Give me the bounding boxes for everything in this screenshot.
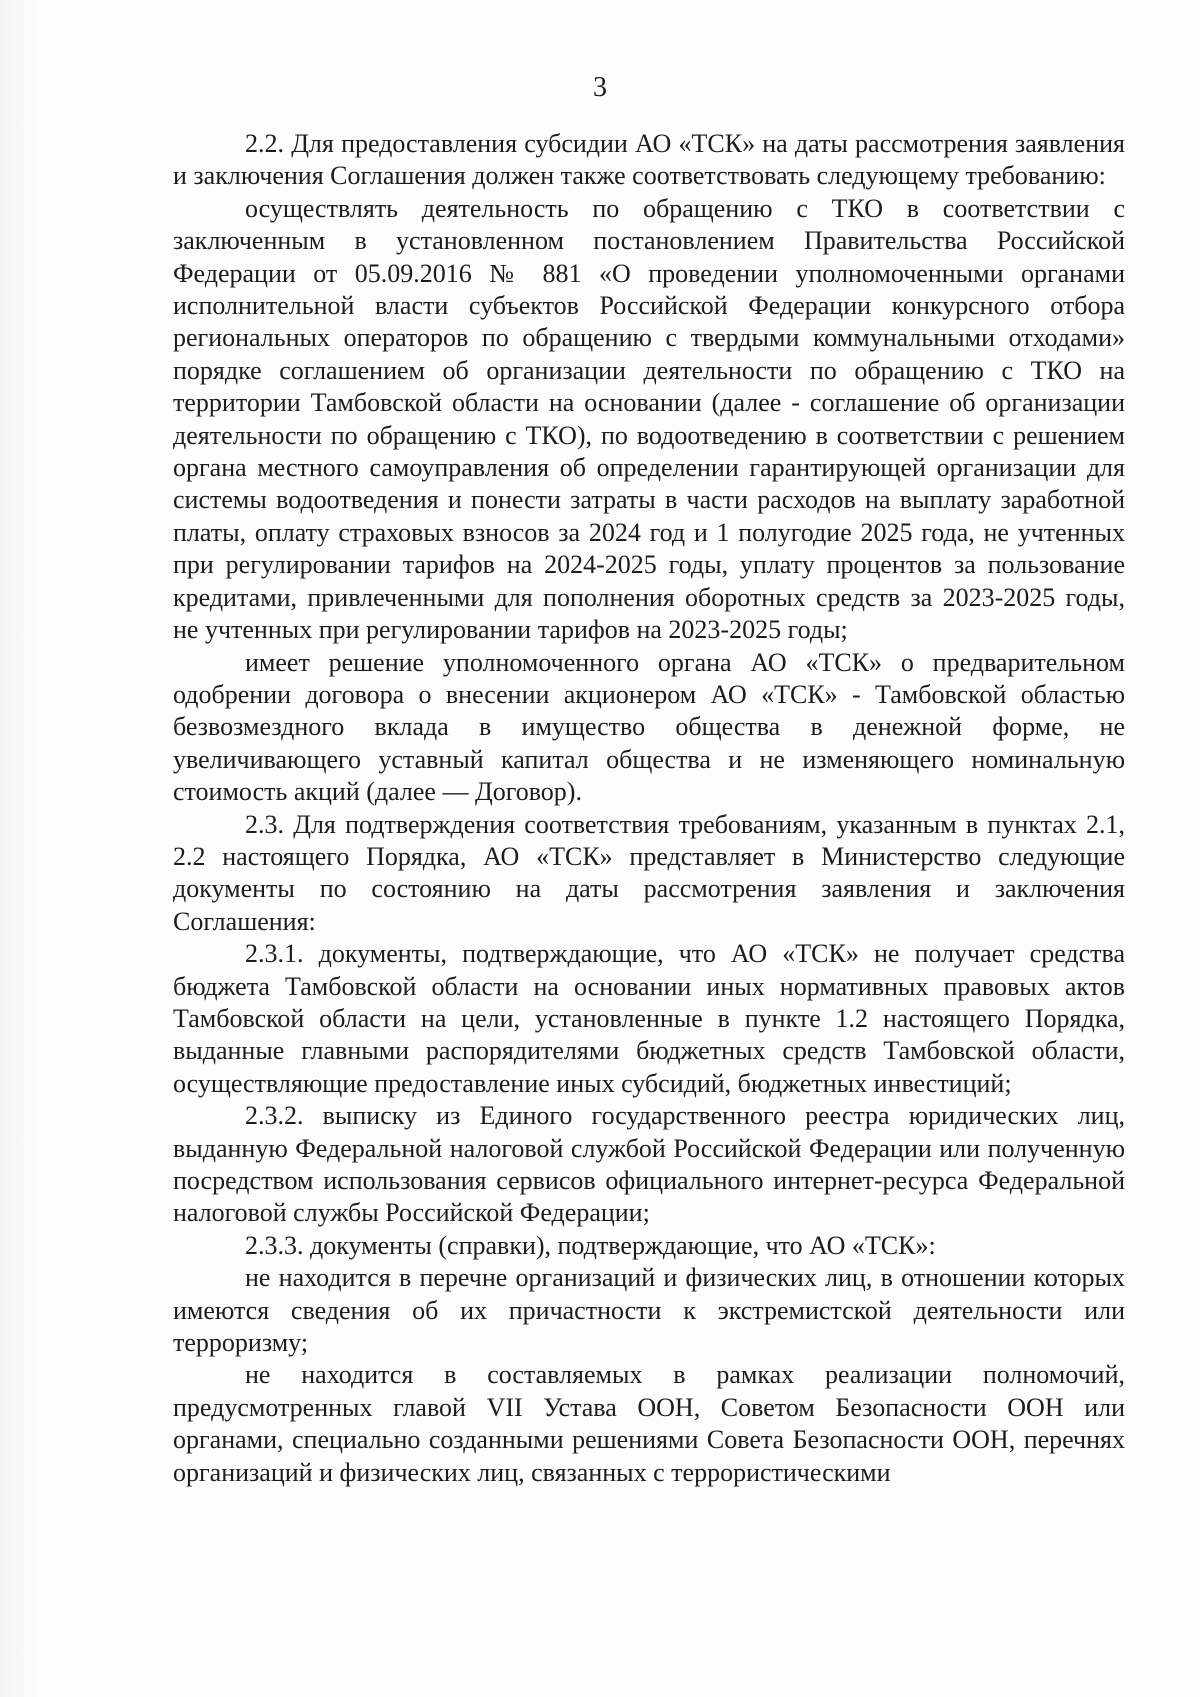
paragraph-extremism-list: не находится в перечне организаций и физических лиц, в отношении которых имеются сведения об их причастности к экстремистской деятельности или терроризму;: [173, 1263, 1125, 1358]
paragraph-2-2: 2.2. Для предоставления субсидии АО «ТСК» на даты рассмотрения заявления и заключения Соглашения должен также соответствовать следующему требованию:: [173, 129, 1125, 191]
paragraph-2-3-2: 2.3.2. выписку из Единого государственного реестра юридических лиц, выданную Федеральной налоговой службой Российской Федерации или полученную посредством использования сервисов официального интернет-ресурса Федеральной налоговой службы Российской Федерации;: [173, 1101, 1125, 1228]
paragraph-2-3-3: 2.3.3. документы (справки), подтверждающие, что АО «ТСК»:: [245, 1230, 936, 1260]
scan-shadow: [0, 0, 40, 1697]
paragraph-2-3: 2.3. Для подтверждения соответствия требованиям, указанным в пунктах 2.1, 2.2 настоящего Порядка, АО «ТСК» представляет в Министерство следующие документы по состоянию на даты рассмотрения заявления и заключения Соглашения:: [173, 809, 1125, 936]
page-number: 3: [593, 72, 607, 103]
paragraph-tko-activity: осуществлять деятельность по обращению с ТКО в соответствии с заключенным в установленном постановлением Правительства Российской Федерации от 05.09.2016 № 881 «О проведении уполномоченными органами исполнительной власти субъектов Российской Федерации конкурсного отбора региональных операторов по обращению с твердыми коммунальными отходами» порядке соглашением об организации деятельности по обращению с ТКО на территории Тамбовской области на основании (далее - соглашение об организации деятельности по обращению с ТКО), по водоотведению в соответствии с решением органа местного самоуправления об определении гарантирующей организации для системы водоотведения и понести затраты в части расходов на выплату заработной платы, оплату страховых взносов за 2024 год и 1 полугодие 2025 года, не учтенных при регулировании тарифов на 2024-2025 годы, уплату процентов за пользование кредитами, привлеченными для пополнения оборотных средств за 2023-2025 годы, не учтенных при регулировании тарифов на 2023-2025 годы;: [173, 193, 1125, 645]
document-body: [173, 128, 1125, 1489]
paragraph-2-3-1: 2.3.1. документы, подтверждающие, что АО «ТСК» не получает средства бюджета Тамбовской области на основании иных нормативных правовых актов Тамбовской области на цели, установленные в пункте 1.2 настоящего Порядка, выданные главными распорядителями бюджетных средств Тамбовской области, осуществляющие предоставление иных субсидий, бюджетных инвестиций;: [173, 939, 1125, 1098]
paragraph-shareholder-decision: имеет решение уполномоченного органа АО «ТСК» о предварительном одобрении договора о внесении акционером АО «ТСК» - Тамбовской областью безвозмездного вклада в имущество общества в денежной форме, не увеличивающего уставный капитал общества и не изменяющего номинальную стоимость акций (далее — Договор).: [173, 647, 1125, 807]
paragraph-un-list: не находится в составляемых в рамках реализации полномочий, предусмотренных главой VII Устава ООН, Советом Безопасности ООН или органами, специально созданными решениями Совета Безопасности ООН, перечнях организаций и физических лиц, связанных с террористическими: [173, 1360, 1125, 1487]
